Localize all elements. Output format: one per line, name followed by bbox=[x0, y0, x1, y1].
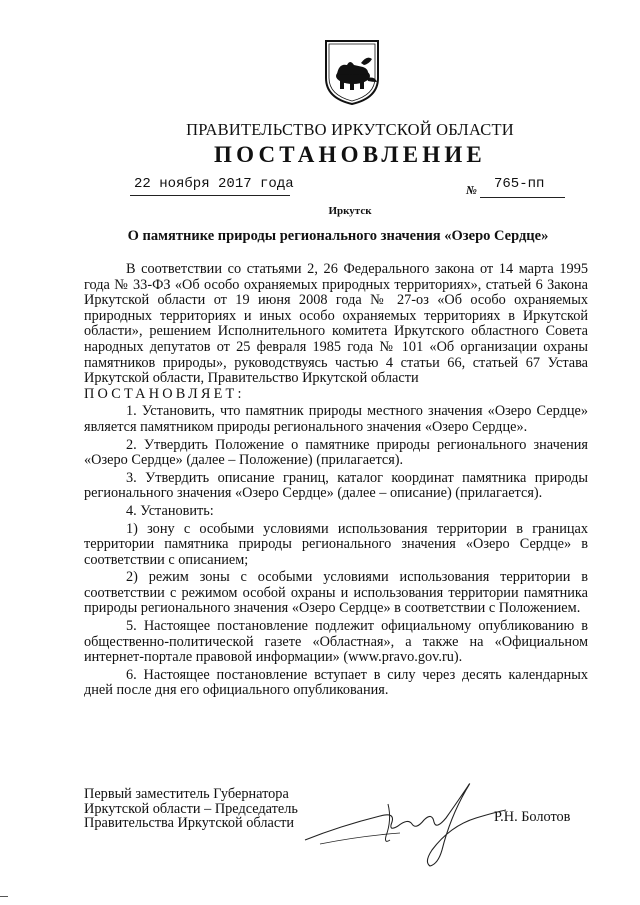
number-underline bbox=[480, 197, 565, 198]
document-type: ПОСТАНОВЛЕНИЕ bbox=[214, 142, 486, 167]
document-body bbox=[84, 262, 588, 699]
city: Иркутск bbox=[328, 205, 372, 217]
preamble: В соответствии со статьями 2, 26 Федерального закона от 14 марта 1995 года № 33-ФЗ «Об особо охраняемых природных территориях», статьей 6 Закона Иркутской области от 19 июня 2008 года № 27-оз «Об особо охраняемых природных территориях и иных особо охраняемых территориях в Иркутской области», решением Исполнительного комитета Иркутского областного Совета народных депутатов от 25 февраля 1985 года № 101 «Об организации охраны памятников природы», руководствуясь частью 4 статьи 66, статьей 67 Устава Иркутской области, Правительство Иркутской области bbox=[84, 261, 588, 387]
resolves-heading: ПОСТАНОВЛЯЕТ: bbox=[84, 385, 245, 402]
clause-4-1: 1) зону с особыми условиями использования территории в границах территории памятника природы регионального значения «Озеро Сердце» в соответствии с описанием; bbox=[84, 520, 588, 568]
document-number: 765-пп bbox=[494, 176, 545, 192]
government-name: ПРАВИТЕЛЬСТВО ИРКУТСКОЙ ОБЛАСТИ bbox=[186, 120, 514, 139]
signatory-position bbox=[84, 787, 298, 831]
clause-4-2: 2) режим зоны с особыми условиями использования территории в соответствии с режимом особой охраны и использования территории памятника природы регионального значения «Озеро Сердце» в соответствии с Положением. bbox=[84, 569, 588, 617]
clause-4: 4. Установить: bbox=[126, 502, 214, 519]
signatory-line-3: Правительства Иркутской области bbox=[84, 815, 295, 831]
clause-2: 2. Утвердить Положение о памятнике природы регионального значения «Озеро Сердце» (далее – Положение) (прилагается). bbox=[84, 436, 588, 469]
coat-of-arms-icon bbox=[323, 38, 381, 106]
document-title: О памятнике природы регионального значения «Озеро Сердце» bbox=[127, 228, 549, 244]
clause-5: 5. Настоящее постановление подлежит официальному опубликованию в общественно-политической газете «Областная», а также на «Официальном интернет-портале правовой информации» (www.pravo.gov.ru). bbox=[84, 618, 588, 666]
signatory-line-1: Первый заместитель Губернатора bbox=[84, 786, 289, 802]
number-sign: № bbox=[466, 183, 477, 197]
handwritten-signature-icon bbox=[300, 778, 510, 878]
signatory-line-2: Иркутской области – Председатель bbox=[84, 800, 298, 817]
date-underline bbox=[130, 195, 290, 196]
document-date: 22 ноября 2017 года bbox=[134, 176, 294, 192]
clause-6: 6. Настоящее постановление вступает в силу через десять календарных дней после дня его официального опубликования. bbox=[84, 666, 588, 699]
signatory-name: Р.Н. Болотов bbox=[494, 809, 571, 825]
clause-1: 1. Установить, что памятник природы местного значения «Озеро Сердце» является памятником природы регионального значения «Озеро Сердце». bbox=[84, 403, 588, 435]
clause-3: 3. Утвердить описание границ, каталог координат памятника природы регионального значения «Озеро Сердце» (далее – описание) (прилагается). bbox=[84, 469, 588, 502]
page-corner-mark bbox=[0, 896, 8, 897]
